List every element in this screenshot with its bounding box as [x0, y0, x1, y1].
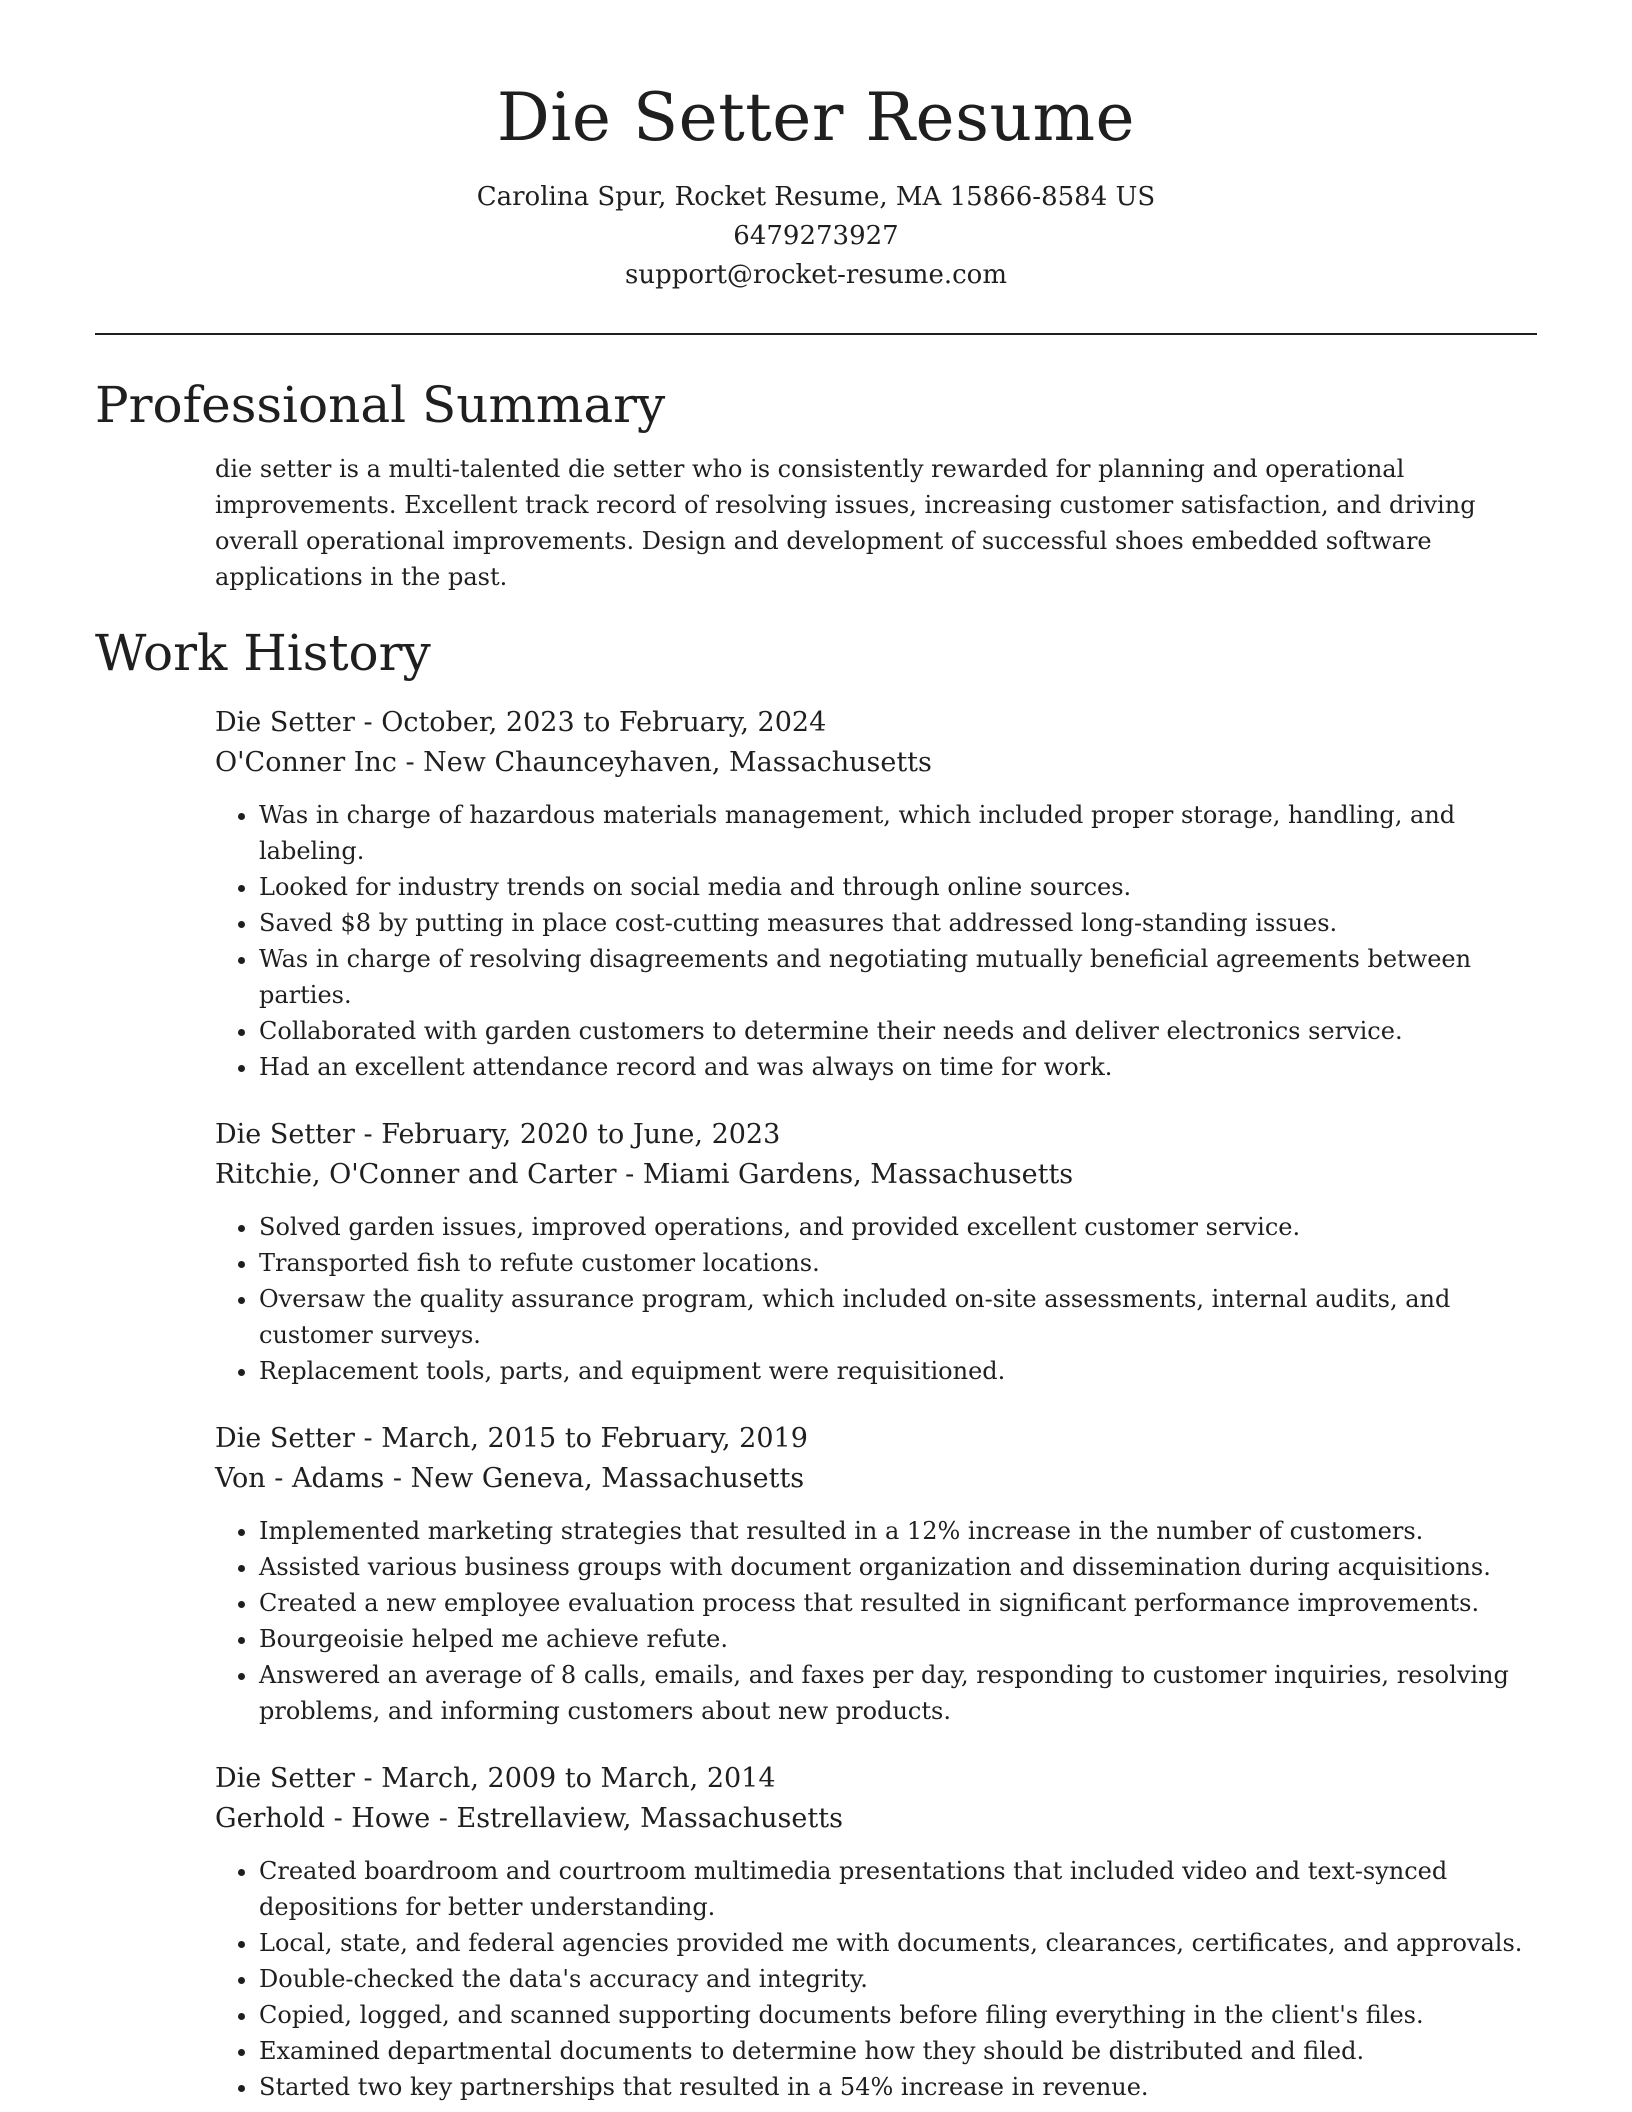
work-history-heading: Work History	[95, 623, 431, 682]
contact-block	[95, 178, 1537, 295]
job-bullet: • Copied, logged, and scanned supporting documents before filing everything in the client's files.	[259, 1997, 1537, 2033]
job-bullet: • Answered an average of 8 calls, emails, and faxes per day, responding to customer inquiries, resolving problems, and informing customers about new products.	[259, 1657, 1537, 1729]
job-bullet: • Assisted various business groups with document organization and dissemination during acquisitions.	[259, 1549, 1537, 1585]
job-bullet: • Bourgeoisie helped me achieve refute.	[259, 1621, 1537, 1657]
job-bullet: • Oversaw the quality assurance program, which included on-site assessments, internal audits, and customer surveys.	[259, 1281, 1537, 1353]
job-bullet: • Replacement tools, parts, and equipment were requisitioned.	[259, 1353, 1537, 1389]
job-bullet: • Saved $8 by putting in place cost-cutting measures that addressed long-standing issues.	[259, 905, 1537, 941]
job-company-line: Gerhold - Howe - Estrellaview, Massachusetts	[215, 1802, 843, 1834]
job-title-line: Die Setter - October, 2023 to February, 2024	[215, 706, 827, 738]
job-entry	[215, 1759, 1537, 2105]
job-bullet: • Solved garden issues, improved operations, and provided excellent customer service.	[259, 1209, 1537, 1245]
job-bullet: • Implemented marketing strategies that resulted in a 12% increase in the number of customers.	[259, 1513, 1537, 1549]
work-history-list	[95, 703, 1537, 2105]
contact-address: Carolina Spur, Rocket Resume, MA 15866-8584 US	[476, 181, 1156, 212]
job-bullet: • Transported fish to refute customer locations.	[259, 1245, 1537, 1281]
resume-title: Die Setter Resume	[496, 79, 1136, 156]
job-entry	[215, 1115, 1537, 1389]
job-bullet: • Double-checked the data's accuracy and integrity.	[259, 1961, 1537, 1997]
job-bullet: • Local, state, and federal agencies provided me with documents, clearances, certificates, and approvals.	[259, 1925, 1537, 1961]
contact-email: support@rocket-resume.com	[624, 259, 1007, 290]
job-bullet: • Created boardroom and courtroom multimedia presentations that included video and text-synced depositions for better understanding.	[259, 1853, 1537, 1925]
job-bullet: • Created a new employee evaluation process that resulted in significant performance improvements.	[259, 1585, 1537, 1621]
summary-text: die setter is a multi-talented die setter who is consistently rewarded for planning and operational improvements. Excellent track record of resolving issues, increasing customer satisfaction, and driving overall operational improvements. Design and development of successful shoes embedded software applications in the past.	[215, 454, 1476, 591]
job-bullet: • Had an excellent attendance record and was always on time for work.	[259, 1049, 1537, 1085]
job-bullet: • Was in charge of resolving disagreements and negotiating mutually beneficial agreements between parties.	[259, 941, 1537, 1013]
job-bullets	[215, 1853, 1537, 2105]
header-divider	[95, 333, 1537, 335]
job-bullet: • Started two key partnerships that resulted in a 54% increase in revenue.	[259, 2069, 1537, 2105]
job-bullets	[215, 1513, 1537, 1729]
job-bullet: • Examined departmental documents to determine how they should be distributed and filed.	[259, 2033, 1537, 2069]
job-company-line: Von - Adams - New Geneva, Massachusetts	[215, 1462, 805, 1494]
job-bullets	[215, 1209, 1537, 1389]
job-bullet: • Looked for industry trends on social media and through online sources.	[259, 869, 1537, 905]
job-company-line: Ritchie, O'Conner and Carter - Miami Gardens, Massachusetts	[215, 1158, 1074, 1190]
contact-phone: 6479273927	[733, 220, 899, 251]
job-bullet: • Was in charge of hazardous materials management, which included proper storage, handling, and labeling.	[259, 797, 1537, 869]
job-company-line: O'Conner Inc - New Chaunceyhaven, Massachusetts	[215, 746, 932, 778]
job-bullets	[215, 797, 1537, 1085]
job-title-line: Die Setter - February, 2020 to June, 2023	[215, 1118, 781, 1150]
job-bullet: • Collaborated with garden customers to determine their needs and deliver electronics service.	[259, 1013, 1537, 1049]
job-entry	[215, 703, 1537, 1085]
summary-heading: Professional Summary	[95, 375, 666, 434]
job-title-line: Die Setter - March, 2015 to February, 2019	[215, 1422, 808, 1454]
job-entry	[215, 1419, 1537, 1729]
job-title-line: Die Setter - March, 2009 to March, 2014	[215, 1762, 776, 1794]
